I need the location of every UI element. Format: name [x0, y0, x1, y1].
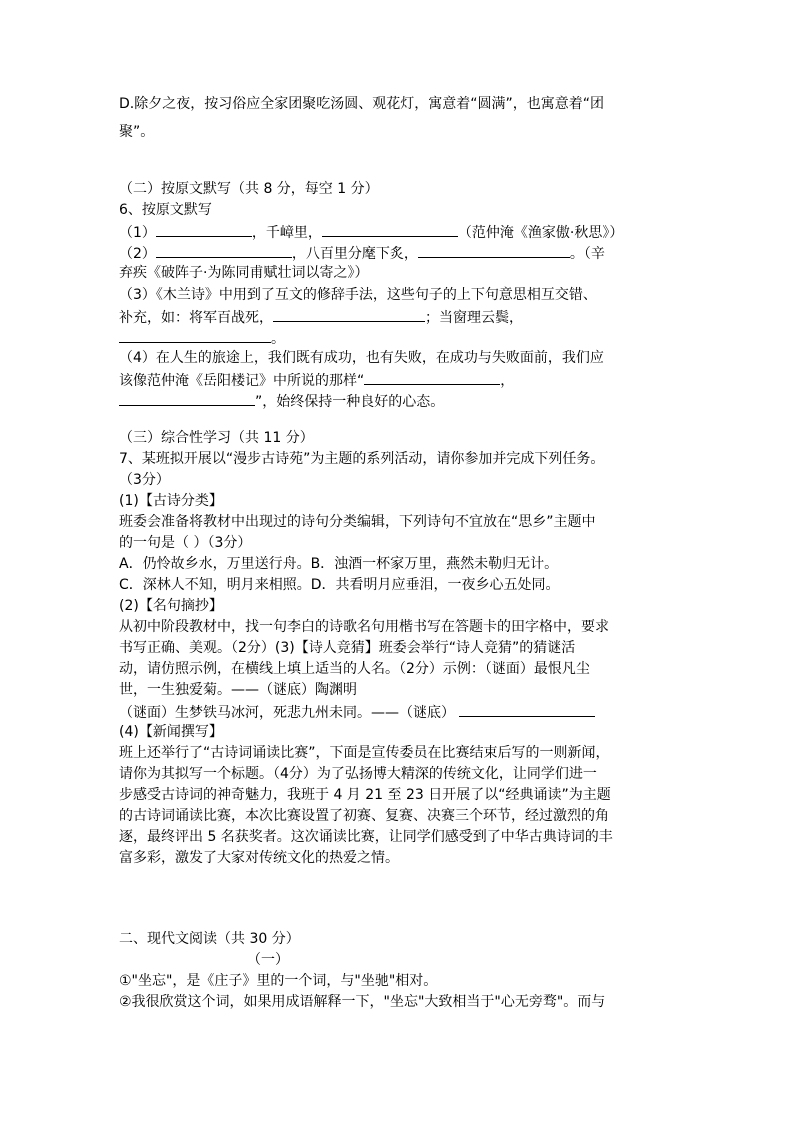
q6-item-2 [119, 242, 605, 262]
section-heading-reading: 二、现代文阅读（共 30 分） [119, 931, 300, 947]
question-6-title: 6、按原文默写 [119, 202, 212, 218]
task-2-3-text: 书写正确、美观。（2分）(3)【诗人竞猜】班委会举行“诗人竞猜”的猜谜活 [119, 640, 576, 656]
q6-item-3-cont [119, 306, 523, 326]
task-4-text: 班上还举行了“古诗词诵读比赛”，下面是宣传委员在比赛结束后写的一则新闻， [119, 745, 610, 761]
q6-4-text-a: 该像范仲淹《岳阳楼记》中所说的那样“ [119, 373, 365, 389]
passage-paragraph-2: ②我很欣赏这个词，如果用成语解释一下，"坐忘"大致相当于"心无旁骛"。而与 [119, 994, 606, 1010]
task-4-text: 请你为其拟写一个标题。（4分）为了弘扬博大精深的传统文化，让同学们进一 [119, 766, 597, 782]
q6-1-source: （范仲淹《渔家傲·秋思》） [457, 225, 624, 241]
q6-item-1 [119, 221, 623, 241]
task-3-example: 世，一生独爱菊。——（谜底）陶渊明 [119, 682, 357, 698]
passage-paragraph-1: ①"坐忘"，是《庄子》里的一个词，与"坐驰"相对。 [119, 973, 438, 989]
task-4-heading: (4)【新闻撰写】 [119, 724, 223, 740]
task-1-options-cd: C．深林人不知，明月来相照。D．共看明月应垂泪，一夜乡心五处同。 [119, 577, 560, 593]
q6-3-text-a: 补充，如：将军百战死， [119, 310, 273, 326]
task-1-heading: (1)【古诗分类】 [119, 493, 223, 509]
q6-4-comma: ， [500, 373, 515, 389]
task-1-text-cont: 的一句是（ ）（3分） [119, 535, 252, 551]
q6-1-mid: ，千嶂里， [251, 225, 322, 241]
answer-blank[interactable] [156, 221, 252, 237]
option-d-line: D.除夕之夜，按习俗应全家团聚吃汤圆、观花灯，寓意着“圆满”，也寓意着“团 [119, 96, 604, 112]
answer-blank[interactable] [119, 327, 271, 343]
passage-number: （一） [247, 952, 289, 968]
q6-3-text-b: ；当窗理云鬓， [425, 310, 523, 326]
q6-1-num: （1） [119, 225, 156, 241]
answer-blank[interactable] [156, 242, 292, 258]
q6-item-3-end [119, 327, 285, 347]
task-4-text: 步感受古诗词的神奇魅力，我班于 4 月 21 至 23 日开展了以“经典诵读”为主题 [119, 787, 611, 803]
answer-blank[interactable] [273, 306, 425, 322]
task-4-text: 富多彩，激发了大家对传统文化的热爱之情。 [119, 850, 399, 866]
task-3-riddle [119, 701, 595, 721]
answer-blank[interactable] [322, 221, 458, 237]
task-4-text: 逐，最终评出 5 名获奖者。这次诵读比赛，让同学们感受到了中华古典诗词的丰 [119, 829, 613, 845]
q6-item-4-cont [119, 369, 514, 389]
q6-4-tail: ”，始终保持一种良好的心态。 [255, 394, 445, 410]
task-3-riddle-text: （谜面）生梦铁马冰河，死悲九州未同。——（谜底） [119, 705, 455, 721]
task-2-text: 从初中阶段教材中，找一句李白的诗歌名句用楷书写在答题卡的田字格中，要求 [119, 619, 609, 635]
task-3-text: 动，请仿照示例，在横线上填上适当的人名。（2分）示例：（谜面）最恨凡尘 [119, 661, 590, 677]
task-1-text: 班委会准备将教材中出现过的诗句分类编辑，下列诗句不宜放在“思乡”主题中 [119, 514, 596, 530]
task-1-options-ab: A．仍怜故乡水，万里送行舟。B．浊酒一杯家万里，燕然未勒归无计。 [119, 556, 559, 572]
task-2-heading: (2)【名句摘抄】 [119, 598, 223, 614]
answer-blank[interactable] [119, 390, 255, 406]
q6-item-4-end [119, 390, 444, 410]
question-7-score: （3分） [119, 472, 170, 488]
question-7-title: 7、某班拟开展以“漫步古诗苑”为主题的系列活动，请你参加并完成下列任务。 [119, 451, 605, 467]
q6-item-3: （3）《木兰诗》中用到了互文的修辞手法，这些句子的上下句意思相互交错、 [119, 287, 597, 303]
section-heading-comprehensive: （三）综合性学习（共 11 分） [119, 430, 314, 446]
q6-item-2-source: 弃疾《破阵子·为陈同甫赋壮词以寄之》） [119, 265, 369, 281]
section-heading-dictation: （二）按原文默写（共 8 分，每空 1 分） [119, 181, 379, 197]
q6-2-num: （2） [119, 246, 156, 262]
answer-blank[interactable] [459, 701, 595, 717]
q6-2-mid: ，八百里分麾下炙， [291, 246, 418, 262]
task-4-text: 的古诗词诵读比赛，本次比赛设置了初赛、复赛、决赛三个环节，经过激烈的角 [119, 808, 609, 824]
q6-item-4: （4）在人生的旅途上，我们既有成功，也有失败，在成功与失败面前，我们应 [119, 350, 604, 366]
answer-blank[interactable] [364, 369, 500, 385]
q6-2-end: 。（辛 [569, 246, 605, 262]
answer-blank[interactable] [418, 242, 570, 258]
option-d-cont: 聚”。 [119, 124, 155, 140]
q6-3-period: 。 [271, 331, 285, 347]
